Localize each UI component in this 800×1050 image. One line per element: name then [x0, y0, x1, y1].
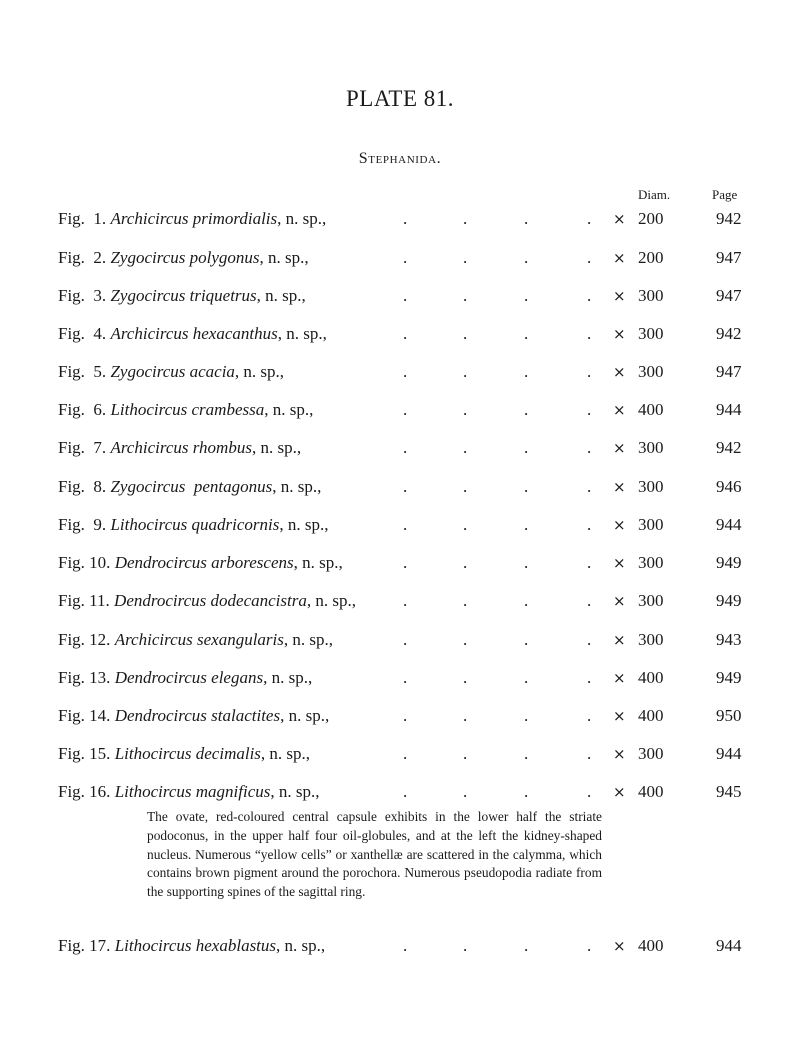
magnification-sign: × [613, 210, 626, 228]
species-name: Dendrocircus stalactites [114, 706, 281, 725]
figure-row [0, 551, 800, 575]
leader-dot: . [587, 438, 592, 457]
leader-dot: . [403, 477, 408, 496]
species-name: Zygocircus polygonus [110, 248, 260, 267]
leader-dot: . [524, 286, 529, 305]
leader-dot: . [463, 400, 468, 419]
leader-dot: . [524, 400, 529, 419]
species-suffix: , n. sp., [293, 553, 343, 572]
figure-entry [58, 475, 321, 499]
leader-dot: . [524, 744, 529, 763]
species-name: Lithocircus hexablastus [114, 936, 277, 955]
figure-entry [58, 360, 284, 384]
figure-number: Fig. 17. [58, 936, 111, 955]
species-suffix: , n. sp., [260, 744, 311, 763]
leader-dot: . [587, 668, 592, 687]
species-suffix: , n. sp., [270, 782, 320, 801]
species-suffix: , n. sp., [306, 591, 356, 610]
figure-entry [58, 780, 320, 804]
page-number: 946 [716, 477, 742, 496]
leader-dot: . [403, 591, 408, 610]
diameter-value: 200 [638, 209, 664, 228]
figure-number: Fig. 10. [58, 553, 111, 572]
species-name: Zygocircus pentagonus [110, 477, 273, 496]
diameter-value: 300 [638, 438, 664, 457]
leader-dot: . [524, 936, 529, 955]
figure-number: Fig. 6. [58, 400, 107, 419]
diameter-value: 300 [638, 553, 664, 572]
page-number: 947 [716, 362, 742, 381]
leader-dot: . [524, 248, 529, 267]
figure-number: Fig. 11. [58, 591, 110, 610]
figure-number: Fig. 3. [58, 286, 107, 305]
diameter-value: 300 [638, 591, 664, 610]
diameter-value: 300 [638, 286, 664, 305]
figure-entry [58, 742, 310, 766]
species-suffix: , n. sp., [264, 400, 314, 419]
figure-number: Fig. 15. [58, 744, 111, 763]
figure-row [0, 360, 800, 384]
species-suffix: , n. sp., [259, 248, 309, 267]
species-name: Dendrocircus dodecancistra [114, 591, 307, 610]
species-suffix: , n. sp., [283, 630, 333, 649]
diameter-value: 200 [638, 248, 664, 267]
figure-row [0, 934, 800, 958]
leader-dot: . [524, 553, 529, 572]
figure-number: Fig. 13. [58, 668, 111, 687]
leader-dot: . [587, 209, 592, 228]
leader-dot: . [463, 362, 468, 381]
species-name: Archicircus primordialis [110, 209, 278, 228]
figure-entry [58, 322, 327, 346]
figure-entry [58, 551, 343, 575]
figure-entry [58, 207, 326, 231]
figure-number: Fig. 7. [58, 438, 107, 457]
leader-dot: . [587, 744, 592, 763]
page-number: 949 [716, 668, 742, 687]
species-name: Lithocircus decimalis [114, 744, 261, 763]
leader-dot: . [524, 324, 529, 343]
figure-row [0, 284, 800, 308]
leader-dot: . [587, 362, 592, 381]
page-number: 942 [716, 324, 742, 343]
page-number: 950 [716, 706, 742, 725]
magnification-sign: × [613, 745, 626, 763]
figure-entry [58, 628, 333, 652]
leader-dot: . [524, 782, 529, 801]
figure-entry [58, 513, 328, 537]
leader-dot: . [403, 362, 408, 381]
leader-dot: . [587, 400, 592, 419]
leader-dot: . [463, 438, 468, 457]
species-name: Archicircus sexangularis [114, 630, 284, 649]
leader-dot: . [463, 668, 468, 687]
leader-dot: . [403, 553, 408, 572]
figure-row [0, 436, 800, 460]
leader-dot: . [403, 668, 408, 687]
figure-number: Fig. 4. [58, 324, 107, 343]
diameter-value: 400 [638, 936, 664, 955]
leader-dot: . [463, 591, 468, 610]
magnification-sign: × [613, 631, 626, 649]
figure-entry [58, 589, 356, 613]
diameter-value: 400 [638, 706, 664, 725]
leader-dot: . [524, 515, 529, 534]
page-number: 945 [716, 782, 742, 801]
figure-number: Fig. 12. [58, 630, 111, 649]
diameter-value: 400 [638, 668, 664, 687]
magnification-sign: × [613, 325, 626, 343]
leader-dot: . [587, 515, 592, 534]
leader-dot: . [524, 477, 529, 496]
figure-entry [58, 284, 306, 308]
magnification-sign: × [613, 478, 626, 496]
leader-dot: . [403, 286, 408, 305]
leader-dot: . [524, 209, 529, 228]
leader-dot: . [403, 515, 408, 534]
leader-dot: . [463, 477, 468, 496]
page-number: 942 [716, 209, 742, 228]
magnification-sign: × [613, 439, 626, 457]
species-name: Lithocircus quadricornis [110, 515, 280, 534]
leader-dot: . [403, 209, 408, 228]
leader-dot: . [463, 209, 468, 228]
species-name: Zygocircus acacia [110, 362, 235, 381]
figure-row [0, 207, 800, 231]
leader-dot: . [463, 782, 468, 801]
leader-dot: . [403, 706, 408, 725]
leader-dot: . [524, 668, 529, 687]
figure-entry [58, 704, 329, 728]
species-name: Lithocircus crambessa [110, 400, 265, 419]
diameter-value: 400 [638, 782, 664, 801]
leader-dot: . [587, 477, 592, 496]
leader-dot: . [587, 630, 592, 649]
page-number: 943 [716, 630, 742, 649]
leader-dot: . [463, 553, 468, 572]
species-name: Archicircus hexacanthus [110, 324, 278, 343]
magnification-sign: × [613, 249, 626, 267]
figure-number: Fig. 16. [58, 782, 111, 801]
magnification-sign: × [613, 592, 626, 610]
leader-dot: . [524, 706, 529, 725]
page-number: 944 [716, 744, 742, 763]
figure-number: Fig. 1. [58, 209, 107, 228]
leader-dot: . [403, 248, 408, 267]
figure-row [0, 398, 800, 422]
leader-dot: . [587, 936, 592, 955]
page-number: 942 [716, 438, 742, 457]
magnification-sign: × [613, 937, 626, 955]
species-suffix: , n. sp., [272, 477, 322, 496]
species-suffix: , n. sp., [279, 515, 329, 534]
page-number: 944 [716, 400, 742, 419]
leader-dot: . [587, 591, 592, 610]
figure-row [0, 742, 800, 766]
page-number: 949 [716, 553, 742, 572]
figure-number: Fig. 9. [58, 515, 107, 534]
diameter-value: 300 [638, 744, 664, 763]
leader-dot: . [587, 706, 592, 725]
diameter-value: 400 [638, 400, 664, 419]
column-header-page: Page [712, 187, 738, 202]
page-number: 944 [716, 515, 742, 534]
section-title: Stephanida. [358, 150, 442, 167]
figure-number: Fig. 14. [58, 706, 111, 725]
leader-dot: . [524, 438, 529, 457]
leader-dot: . [463, 706, 468, 725]
leader-dot: . [463, 630, 468, 649]
species-suffix: , n. sp., [256, 286, 306, 305]
magnification-sign: × [613, 783, 626, 801]
diameter-value: 300 [638, 324, 664, 343]
diameter-value: 300 [638, 515, 664, 534]
species-suffix: , n. sp., [234, 362, 285, 381]
leader-dot: . [524, 362, 529, 381]
figure-row [0, 666, 800, 690]
column-header-diam: Diam. [638, 187, 671, 202]
magnification-sign: × [613, 401, 626, 419]
leader-dot: . [403, 744, 408, 763]
diameter-value: 300 [638, 362, 664, 381]
figure-row [0, 322, 800, 346]
magnification-sign: × [613, 554, 626, 572]
figure-row [0, 475, 800, 499]
magnification-sign: × [613, 363, 626, 381]
page-number: 947 [716, 248, 742, 267]
figure-row [0, 589, 800, 613]
leader-dot: . [403, 400, 408, 419]
figure-row [0, 704, 800, 728]
plate-title: PLATE 81. [346, 86, 454, 111]
leader-dot: . [587, 553, 592, 572]
magnification-sign: × [613, 516, 626, 534]
figure-entry [58, 666, 312, 690]
leader-dot: . [403, 630, 408, 649]
figure-row [0, 513, 800, 537]
species-suffix: , n. sp., [280, 706, 330, 725]
figure-number: Fig. 2. [58, 248, 107, 267]
leader-dot: . [587, 286, 592, 305]
leader-dot: . [524, 591, 529, 610]
page-number: 947 [716, 286, 742, 305]
page-number: 949 [716, 591, 742, 610]
species-name: Dendrocircus arborescens [114, 553, 294, 572]
species-name: Dendrocircus elegans [114, 668, 264, 687]
magnification-sign: × [613, 287, 626, 305]
leader-dot: . [463, 744, 468, 763]
figure-number: Fig. 8. [58, 477, 107, 496]
species-suffix: , n. sp., [263, 668, 313, 687]
leader-dot: . [587, 248, 592, 267]
species-name: Lithocircus magnificus [114, 782, 271, 801]
magnification-sign: × [613, 707, 626, 725]
leader-dot: . [587, 324, 592, 343]
leader-dot: . [403, 324, 408, 343]
leader-dot: . [463, 286, 468, 305]
leader-dot: . [463, 515, 468, 534]
figure-entry [58, 246, 309, 270]
fig16-description: The ovate, red-coloured central capsule exhibits in the lower half the striate podoconus, in the upper half four oil-globules, and at the left the kidney-shaped nucleus. Numerous “yellow cells” or xanthellæ are scattered in the calymma, which contains brown pigment around the porochora. Numerous pseudopodia radiate from the supporting spines of the sagittal ring. [147, 809, 602, 900]
leader-dot: . [524, 630, 529, 649]
leader-dot: . [403, 936, 408, 955]
leader-dot: . [463, 936, 468, 955]
figure-row [0, 246, 800, 270]
species-suffix: , n. sp., [277, 324, 327, 343]
figure-row [0, 628, 800, 652]
leader-dot: . [463, 248, 468, 267]
diameter-value: 300 [638, 630, 664, 649]
leader-dot: . [403, 782, 408, 801]
leader-dot: . [463, 324, 468, 343]
figure-entry [58, 436, 301, 460]
figure-entry [58, 934, 325, 958]
leader-dot: . [403, 438, 408, 457]
leader-dot: . [587, 782, 592, 801]
species-suffix: , n. sp., [277, 209, 327, 228]
figure-row [0, 780, 800, 804]
figure-entry [58, 398, 313, 422]
figure-number: Fig. 5. [58, 362, 107, 381]
magnification-sign: × [613, 669, 626, 687]
diameter-value: 300 [638, 477, 664, 496]
species-name: Archicircus rhombus [110, 438, 252, 457]
species-suffix: , n. sp., [276, 936, 326, 955]
species-suffix: , n. sp., [251, 438, 302, 457]
page-number: 944 [716, 936, 742, 955]
species-name: Zygocircus triquetrus [110, 286, 257, 305]
